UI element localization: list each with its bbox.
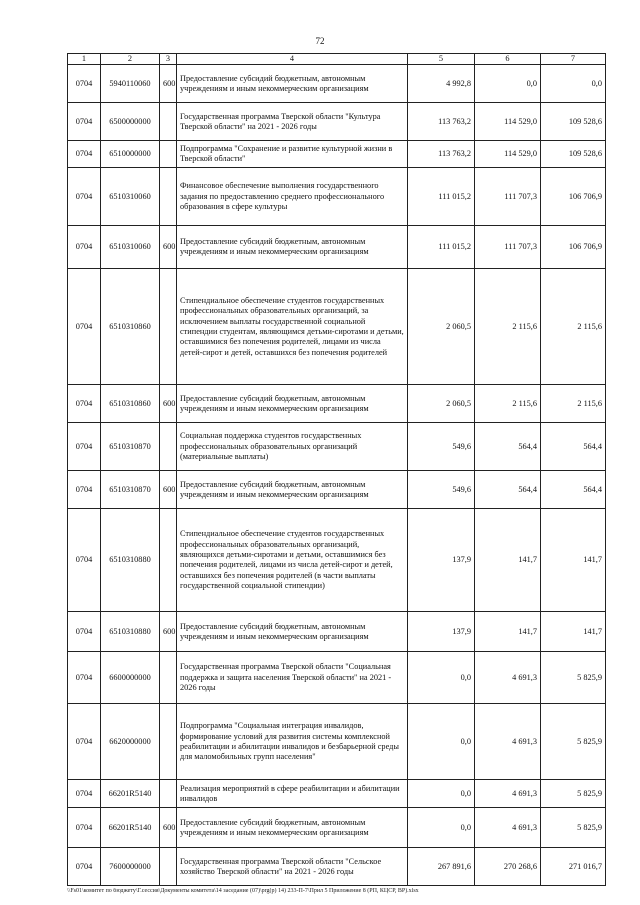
- amount-2022: 141,7: [475, 612, 541, 652]
- amount-2023: 109 528,6: [541, 141, 606, 168]
- amount-2023: 141,7: [541, 509, 606, 612]
- amount-2022: 564,4: [475, 423, 541, 471]
- table-row: [68, 652, 606, 704]
- amount-2021: 549,6: [408, 471, 475, 509]
- amount-2021: 0,0: [408, 808, 475, 848]
- amount-2022: 270 268,6: [475, 848, 541, 886]
- table-row: [68, 780, 606, 808]
- section-code: 0704: [68, 269, 101, 385]
- item-name: Реализация мероприятий в сфере реабилитации и абилитации инвалидов: [177, 780, 408, 808]
- page-number: 72: [315, 36, 325, 46]
- column-header: 4: [177, 54, 408, 65]
- article-code: 66201R5140: [101, 808, 160, 848]
- item-name: Предоставление субсидий бюджетным, автономным учреждениям и иным некоммерческим организациям: [177, 471, 408, 509]
- amount-2022: 4 691,3: [475, 652, 541, 704]
- section-code: 0704: [68, 168, 101, 226]
- table-row: [68, 808, 606, 848]
- article-code: 6510310860: [101, 385, 160, 423]
- section-code: 0704: [68, 103, 101, 141]
- table-header-row: [68, 54, 606, 65]
- table-row: [68, 848, 606, 886]
- expense-type: [160, 780, 177, 808]
- table-body: [68, 65, 606, 886]
- section-code: 0704: [68, 848, 101, 886]
- expense-type: [160, 168, 177, 226]
- amount-2021: 4 992,8: [408, 65, 475, 103]
- expense-type: [160, 269, 177, 385]
- section-code: 0704: [68, 226, 101, 269]
- section-code: 0704: [68, 612, 101, 652]
- column-header: 6: [475, 54, 541, 65]
- amount-2023: 106 706,9: [541, 226, 606, 269]
- expense-type: 600: [160, 612, 177, 652]
- section-code: 0704: [68, 704, 101, 780]
- table-row: [68, 423, 606, 471]
- section-code: 0704: [68, 808, 101, 848]
- expense-type: [160, 509, 177, 612]
- amount-2023: 271 016,7: [541, 848, 606, 886]
- item-name: Подпрограмма "Сохранение и развитие культурной жизни в Тверской области": [177, 141, 408, 168]
- amount-2021: 113 763,2: [408, 103, 475, 141]
- amount-2023: 5 825,9: [541, 704, 606, 780]
- amount-2021: 137,9: [408, 612, 475, 652]
- article-code: 6510310880: [101, 612, 160, 652]
- table-row: [68, 269, 606, 385]
- amount-2022: 141,7: [475, 509, 541, 612]
- amount-2021: 2 060,5: [408, 269, 475, 385]
- item-name: Государственная программа Тверской области "Культура Тверской области" на 2021 - 2026 годы: [177, 103, 408, 141]
- expense-type: [160, 423, 177, 471]
- expense-type: 600: [160, 385, 177, 423]
- article-code: 6620000000: [101, 704, 160, 780]
- article-code: 66201R5140: [101, 780, 160, 808]
- file-path-footer: \\Fs01\комитет по бюджету\Г.сессия\Документы комитета\14 заседание (07)\prg(p) 14) 233-П-7\Прил 5 Приложение 8 (РП, КЦСР, ВР).xlsx: [67, 888, 419, 894]
- table-row: [68, 168, 606, 226]
- amount-2023: 5 825,9: [541, 652, 606, 704]
- amount-2023: 564,4: [541, 471, 606, 509]
- amount-2022: 111 707,3: [475, 226, 541, 269]
- amount-2022: 111 707,3: [475, 168, 541, 226]
- item-name: Государственная программа Тверской области "Социальная поддержка и защита населения Тверской области" на 2021 - 2026 годы: [177, 652, 408, 704]
- amount-2022: 4 691,3: [475, 780, 541, 808]
- amount-2021: 0,0: [408, 780, 475, 808]
- table-row: [68, 471, 606, 509]
- amount-2023: 141,7: [541, 612, 606, 652]
- expense-type: 600: [160, 65, 177, 103]
- amount-2021: 0,0: [408, 704, 475, 780]
- article-code: 6510310060: [101, 226, 160, 269]
- section-code: 0704: [68, 780, 101, 808]
- table-row: [68, 103, 606, 141]
- table-row: [68, 141, 606, 168]
- expense-type: [160, 848, 177, 886]
- item-name: Стипендиальное обеспечение студентов государственных профессиональных образовательных организаций, являющихся детьми-сиротами и детьми, оставшимися без попечения родителей, лицами из числа детей-сирот и детей, оставшихся без попечения родителей (в части выплаты государственной социальной стипендии): [177, 509, 408, 612]
- expense-type: [160, 652, 177, 704]
- amount-2023: 5 825,9: [541, 780, 606, 808]
- item-name: Подпрограмма "Социальная интеграция инвалидов, формирование условий для развития системы комплексной реабилитации и абилитации инвалидов и безбарьерной среды для маломобильных групп населения": [177, 704, 408, 780]
- article-code: 7600000000: [101, 848, 160, 886]
- item-name: Социальная поддержка студентов государственных профессиональных образовательных организаций (материальные выплаты): [177, 423, 408, 471]
- article-code: 6510310860: [101, 269, 160, 385]
- article-code: 6510000000: [101, 141, 160, 168]
- expense-type: [160, 141, 177, 168]
- article-code: 6510310870: [101, 471, 160, 509]
- amount-2023: 109 528,6: [541, 103, 606, 141]
- section-code: 0704: [68, 652, 101, 704]
- item-name: Предоставление субсидий бюджетным, автономным учреждениям и иным некоммерческим организациям: [177, 65, 408, 103]
- article-code: 6510310060: [101, 168, 160, 226]
- amount-2023: 2 115,6: [541, 269, 606, 385]
- article-code: 6510310880: [101, 509, 160, 612]
- expense-type: [160, 103, 177, 141]
- article-code: 5940110060: [101, 65, 160, 103]
- section-code: 0704: [68, 65, 101, 103]
- item-name: Финансовое обеспечение выполнения государственного задания по предоставлению среднего профессионального образования в сфере культуры: [177, 168, 408, 226]
- section-code: 0704: [68, 141, 101, 168]
- amount-2022: 0,0: [475, 65, 541, 103]
- article-code: 6500000000: [101, 103, 160, 141]
- table-row: [68, 226, 606, 269]
- expense-type: 600: [160, 226, 177, 269]
- amount-2023: 106 706,9: [541, 168, 606, 226]
- table-row: [68, 509, 606, 612]
- table-row: [68, 65, 606, 103]
- article-code: 6600000000: [101, 652, 160, 704]
- section-code: 0704: [68, 423, 101, 471]
- column-header: 5: [408, 54, 475, 65]
- table-row: [68, 612, 606, 652]
- item-name: Предоставление субсидий бюджетным, автономным учреждениям и иным некоммерческим организациям: [177, 226, 408, 269]
- item-name: Предоставление субсидий бюджетным, автономным учреждениям и иным некоммерческим организациям: [177, 612, 408, 652]
- article-code: 6510310870: [101, 423, 160, 471]
- expense-type: 600: [160, 471, 177, 509]
- table-row: [68, 385, 606, 423]
- amount-2023: 564,4: [541, 423, 606, 471]
- section-code: 0704: [68, 385, 101, 423]
- amount-2022: 4 691,3: [475, 808, 541, 848]
- amount-2022: 4 691,3: [475, 704, 541, 780]
- amount-2021: 111 015,2: [408, 226, 475, 269]
- column-header: 2: [101, 54, 160, 65]
- amount-2022: 564,4: [475, 471, 541, 509]
- column-header: 1: [68, 54, 101, 65]
- amount-2023: 0,0: [541, 65, 606, 103]
- item-name: Предоставление субсидий бюджетным, автономным учреждениям и иным некоммерческим организациям: [177, 808, 408, 848]
- amount-2021: 0,0: [408, 652, 475, 704]
- amount-2022: 2 115,6: [475, 269, 541, 385]
- amount-2021: 2 060,5: [408, 385, 475, 423]
- column-header: 7: [541, 54, 606, 65]
- amount-2021: 137,9: [408, 509, 475, 612]
- amount-2021: 549,6: [408, 423, 475, 471]
- expense-type: [160, 704, 177, 780]
- section-code: 0704: [68, 509, 101, 612]
- expense-type: 600: [160, 808, 177, 848]
- amount-2022: 114 529,0: [475, 141, 541, 168]
- amount-2021: 267 891,6: [408, 848, 475, 886]
- amount-2022: 114 529,0: [475, 103, 541, 141]
- table-row: [68, 704, 606, 780]
- amount-2021: 113 763,2: [408, 141, 475, 168]
- amount-2022: 2 115,6: [475, 385, 541, 423]
- item-name: Стипендиальное обеспечение студентов государственных профессиональных образовательных организаций, за исключением выплаты государственной социальной стипендии студентам, являющимся детьми-сиротами и детьми, оставшимися без попечения родителей, лицами из числа детей-сирот и детей, оставшихся без попечения родителей: [177, 269, 408, 385]
- section-code: 0704: [68, 471, 101, 509]
- budget-table: [67, 53, 606, 886]
- item-name: Предоставление субсидий бюджетным, автономным учреждениям и иным некоммерческим организациям: [177, 385, 408, 423]
- amount-2021: 111 015,2: [408, 168, 475, 226]
- amount-2023: 2 115,6: [541, 385, 606, 423]
- item-name: Государственная программа Тверской области "Сельское хозяйство Тверской области" на 2021 - 2026 годы: [177, 848, 408, 886]
- amount-2023: 5 825,9: [541, 808, 606, 848]
- column-header: 3: [160, 54, 177, 65]
